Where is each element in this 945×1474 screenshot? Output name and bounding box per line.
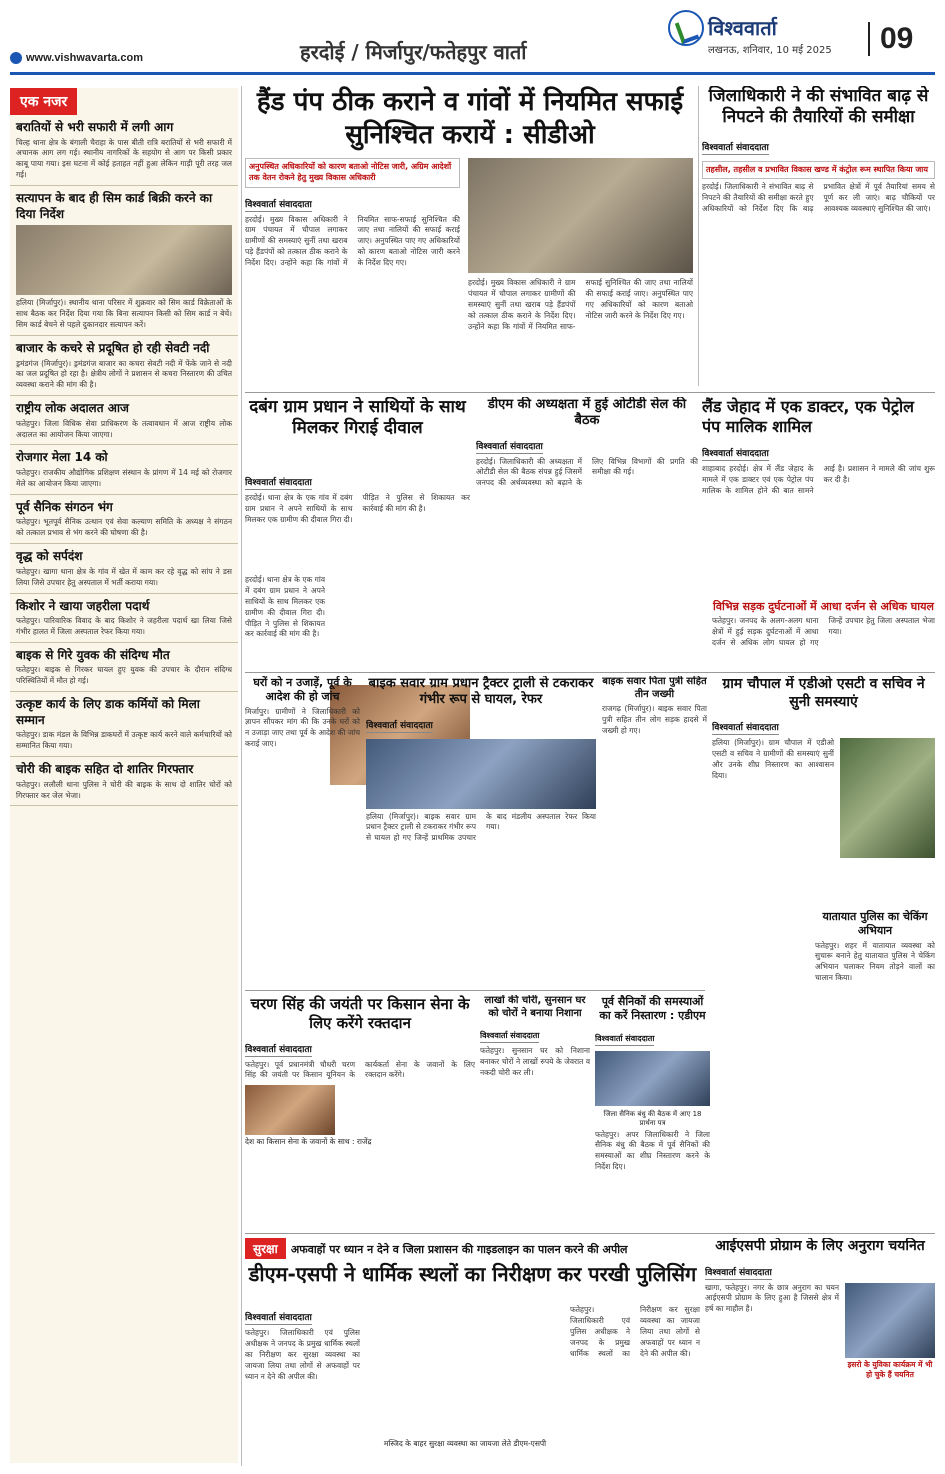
lead-headline-block xyxy=(245,86,695,151)
lead-headline: हैंड पंप ठीक कराने व गांवों में नियमित सफाई सुनिश्चित करायें : सीडीओ xyxy=(256,87,684,150)
houses-headline: घरों को न उजाड़ें, पूर्व के आदेश की हो जांच xyxy=(253,676,352,703)
religious-article-left xyxy=(245,1305,360,1465)
accidents-article xyxy=(712,600,935,670)
traffic-body: फतेहपुर। शहर में यातायात व्यवस्था को सुचारू बनाने हेतु यातायात पुलिस ने चेकिंग अभियान चलाकर नियम तोड़ने वालों का चालान किया। xyxy=(815,940,935,983)
brief-item xyxy=(10,336,238,396)
traffic-article xyxy=(815,910,935,1230)
brief-photo xyxy=(16,225,232,295)
divider xyxy=(245,672,935,673)
wall-body-continued: हरदोई। थाना क्षेत्र के एक गांव में दबंग ग्राम प्रधान ने अपने साथियों के साथ मिलकर एक ग्रामीण की दीवाल गिरा दी। पीड़ित ने पुलिस से शिकायत कर कार्रवाई की मांग की है। xyxy=(245,575,325,639)
dm-meeting-byline: विश्ववार्ता संवाददाता xyxy=(476,439,543,454)
religious-headline: डीएम-एसपी ने धार्मिक स्थलों का निरीक्षण कर परखी पुलिसिंग xyxy=(248,1262,697,1286)
wall-article xyxy=(245,470,470,570)
theft-body: फतेहपुर। सुनसान घर को निशाना बनाकर चोरों ने लाखों रुपये के जेवरात व नकदी चोरी कर ली। xyxy=(480,1046,590,1077)
brief-text: चिल्ह थाना क्षेत्र के बंगाली चैराहा के पास बीती रात्रि बरातियों से भरी सफारी में अचानक आग लग गई। स्थानीय नागरिकों के सहयोग से आग पर किसी प्रकार काबू पाया गया। इस घटना में कोई हताहत नहीं हुआ लेकिन गाड़ी पूरी तरह जल गई। xyxy=(16,137,232,180)
lead-body: हरदोई। मुख्य विकास अधिकारी ने ग्राम पंचायत में चौपाल लगाकर ग्रामीणों की समस्याएं सुनीं तथा खराब पड़े हैंडपंपों को तत्काल ठीक कराने के निर्देश दिए। उन्होंने कहा कि गांवों में नियमित साफ-सफाई सुनिश्चित की जाए तथा नालियों की सफाई कराई जाए। अनुपस्थित पाए गए अधिकारियों को कारण बताओ नोटिस जारी करने के निर्देश दिए गए। xyxy=(245,214,460,268)
religious-body-continued: फतेहपुर। जिलाधिकारी एवं पुलिस अधीक्षक ने जनपद के प्रमुख धार्मिक स्थलों का निरीक्षण कर सुरक्षा व्यवस्था का जायजा लिया तथा लोगों से अफवाहों पर ध्यान न देने की अपील की। xyxy=(570,1305,700,1358)
religious-strap xyxy=(245,1238,700,1260)
brief-headline: रोजगार मेला 14 को xyxy=(16,450,108,465)
religious-article-right xyxy=(570,1305,700,1465)
veterans-photo xyxy=(595,1051,710,1106)
divider xyxy=(245,990,705,991)
brief-text: फतेहपुर। डाक मंडल के विभिन्न डाकघरों में उत्कृष्ट कार्य करने वाले कर्मचारियों को सम्मानित किया गया। xyxy=(16,730,232,751)
veterans-body: फतेहपुर। अपर जिलाधिकारी ने जिला सैनिक बंधु की बैठक में पूर्व सैनिकों की समस्याओं का शीघ्र निस्तारण करने के निर्देश दिए। xyxy=(595,1129,710,1172)
brief-headline: राष्ट्रीय लोक अदालत आज xyxy=(16,401,129,416)
sidebar-briefs xyxy=(10,88,238,1463)
accidents-headline: विभिन्न सड़क दुर्घटनाओं में आधा दर्जन से अधिक घायल xyxy=(713,600,934,613)
wall-byline: विश्ववार्ता संवाददाता xyxy=(245,475,312,490)
veterans-caption: जिला सैनिक बंधु की बैठक में आए 18 प्रार्थना पत्र xyxy=(603,1109,702,1127)
veterans-byline: विश्ववार्ता संवाददाता xyxy=(595,1033,654,1046)
veterans-headline: पूर्व सैनिकों की समस्याओं का करें निस्तारण : एडीएम xyxy=(599,995,706,1022)
brief-headline: सत्यापन के बाद ही सिम कार्ड बिक्री करने का दिया निर्देश xyxy=(16,191,213,221)
theft-article xyxy=(480,995,590,1230)
globe-icon xyxy=(10,52,22,64)
column-rule xyxy=(241,86,242,1466)
father-son-article xyxy=(602,676,707,986)
brief-text: ड्रमंडगंज (मिर्जापुर)। ड्रमंडगंज बाजार का कचरा सेवटी नदी में फेंके जाने से नदी का जल प्रदूषित हो रहा है। क्षेत्रीय लोगों ने प्रशासन से कचरा निस्तारण की उचित व्यवस्था कराने की मांग की है। xyxy=(16,358,232,390)
religious-byline: विश्ववार्ता संवाददाता xyxy=(245,1310,312,1325)
brand-name: विश्ववार्ता xyxy=(708,16,777,40)
chaupal-article xyxy=(712,676,935,906)
wall-headline-block xyxy=(245,397,470,465)
traffic-headline: यातायात पुलिस का चेकिंग अभियान xyxy=(822,910,928,937)
brief-item xyxy=(10,643,238,692)
houses-article xyxy=(245,676,360,986)
wall-article-continued xyxy=(245,575,325,670)
land-jihad-headline: लैंड जेहाद में एक डाक्टर, एक पेट्रोल पंप मालिक शामिल xyxy=(702,397,914,436)
anurag-byline: विश्ववार्ता संवाददाता xyxy=(705,1265,772,1280)
brief-item xyxy=(10,396,238,445)
divider xyxy=(245,1233,935,1234)
brief-text: फतेहपुर। पारिवारिक विवाद के बाद किशोर ने जहरीला पदार्थ खा लिया जिसे गंभीर हालत में जिला अस्पताल रेफर किया गया। xyxy=(16,616,232,636)
lead-byline: विश्ववार्ता संवाददाता xyxy=(245,197,312,212)
wall-body: हरदोई। थाना क्षेत्र के एक गांव में दबंग ग्राम प्रधान ने अपने साथियों के साथ मिलकर एक ग्रामीण की दीवाल गिरा दी। पीड़ित ने पुलिस से शिकायत कर कार्रवाई की मांग की है। xyxy=(245,493,470,524)
lead-photo xyxy=(468,158,693,273)
blood-article xyxy=(245,995,475,1230)
brief-text: हलिया (मिर्जापुर)। स्थानीय थाना परिसर में शुक्रवार को सिम कार्ड विक्रेताओं के साथ बैठक कर निर्देश दिया गया कि बिना सत्यापन किसी को सिम कार्ड न बेचें। सिम कार्ड बेचने से पहले दुकानदार सत्यापन करें। xyxy=(16,298,232,330)
religious-caption-block xyxy=(365,1437,565,1453)
blood-headline: चरण सिंह की जयंती पर किसान सेना के लिए करेंगे रक्तदान xyxy=(250,995,470,1032)
religious-body: फतेहपुर। जिलाधिकारी एवं पुलिस अधीक्षक ने जनपद के प्रमुख धार्मिक स्थलों का निरीक्षण कर सुरक्षा व्यवस्था का जायजा लिया तथा लोगों से अफवाहों पर ध्यान न देने की अपील की। xyxy=(245,1328,360,1381)
brief-headline: किशोर ने खाया जहरीला पदार्थ xyxy=(16,598,150,613)
brief-item xyxy=(10,544,238,593)
religious-strap-text: अफवाहों पर ध्यान न देने व जिला प्रशासन की गाइडलाइन का पालन करने की अपील xyxy=(290,1243,628,1256)
bike-tractor-headline: बाइक सवार ग्राम प्रधान ट्रैक्टर ट्राली से टकराकर गंभीर रूप से घायल, रेफर xyxy=(368,676,594,708)
brief-headline: बरातियों से भरी सफारी में लगी आग xyxy=(16,120,174,134)
lead-article-right xyxy=(468,278,693,388)
theft-headline: लाखों की चोरी, सुनसान घर को चोरों ने बनाया निशाना xyxy=(484,995,586,1019)
bike-tractor-byline: विश्ववार्ता संवाददाता xyxy=(366,718,433,733)
flood-highlights: तहसील, तहसील व प्रभावित विकास खण्ड में कंट्रोल रूम स्थापित किया जाय xyxy=(702,161,935,180)
brief-text: फतेहपुर। बाइक से गिरकर घायल हुए युवक की उपचार के दौरान संदिग्ध परिस्थितियों में मौत हो गई। xyxy=(16,665,232,686)
brief-item xyxy=(10,186,238,336)
religious-caption: मस्जिद के बाहर सुरक्षा व्यवस्था का जायजा लेते डीएम-एसपी xyxy=(383,1439,547,1448)
header-rule xyxy=(10,72,935,75)
dateline: लखनऊ, शनिवार, 10 मई 2025 xyxy=(708,45,832,56)
lead-article-left xyxy=(245,158,460,388)
brief-item xyxy=(10,115,238,186)
sidebar-label: एक नजर xyxy=(10,88,77,115)
chaupal-body: हलिया (मिर्जापुर)। ग्राम चौपाल में एडीओ एसटी व सचिव ने ग्रामीणों की समस्याएं सुनीं और उनके शीघ्र निस्तारण का आश्वासन दिया। xyxy=(712,738,834,780)
brief-text: फतेहपुर। राजकीय औद्योगिक प्रशिक्षण संस्थान के प्रांगण में 14 मई को रोजगार मेले का आयोजन किया जाएगा। xyxy=(16,468,232,488)
brief-item xyxy=(10,692,238,757)
blood-caption: देश का किसान सेना के जवानों के साथ : राजेंद्र xyxy=(245,1137,372,1147)
wall-headline: दबंग ग्राम प्रधान ने साथियों के साथ मिलकर गिराई दीवाल xyxy=(249,397,466,439)
religious-tag: सुरक्षा xyxy=(245,1238,286,1259)
brief-headline: वृद्ध को सर्पदंश xyxy=(16,549,83,564)
flood-article xyxy=(702,86,935,386)
land-jihad-byline: विश्ववार्ता संवाददाता xyxy=(702,446,769,461)
section-title: हरदोई / मिर्जापुर/फतेहपुर वार्ता xyxy=(300,40,527,64)
chaupal-byline: विश्ववार्ता संवाददाता xyxy=(712,720,779,735)
site-url[interactable] xyxy=(10,52,143,64)
brief-headline: बाजार के कचरे से प्रदूषित हो रही सेवटी नदी xyxy=(16,340,210,355)
religious-headline-block xyxy=(245,1262,700,1302)
blood-photo xyxy=(245,1085,335,1135)
lead-highlights: अनुपस्थित अधिकारियों को कारण बताओ नोटिस जारी, अग्रिम आदेशों तक वेतन रोकने हेतु मुख्य विकास अधिकारी xyxy=(245,158,460,188)
brand-logo-icon xyxy=(668,10,704,46)
brief-item xyxy=(10,445,238,494)
brief-item xyxy=(10,757,238,806)
divider xyxy=(245,392,935,393)
brief-headline: पूर्व सैनिक संगठन भंग xyxy=(16,499,113,514)
theft-byline: विश्ववार्ता संवाददाता xyxy=(480,1030,539,1043)
column-rule xyxy=(698,86,699,386)
brief-headline: बाइक से गिरे युवक की संदिग्ध मौत xyxy=(16,647,170,662)
father-son-body: राजगढ़ (मिर्जापुर)। बाइक सवार पिता पुत्री सहित तीन लोग सड़क हादसे में जख्मी हो गए। xyxy=(602,704,707,735)
flood-body: हरदोई। जिलाधिकारी ने संभावित बाढ़ से निपटने की तैयारियों की समीक्षा करते हुए अधिकारियों को निर्देश दिए कि बाढ़ प्रभावित क्षेत्रों में पूर्व तैयारियां समय से पूर्ण कर ली जाएं। बाढ़ चौकियों पर आवश्यक व्यवस्थाएं सुनिश्चित की जाएं। xyxy=(702,182,935,214)
brief-text: फतेहपुर। खागा थाना क्षेत्र के गांव में खेत में काम कर रहे वृद्ध को सांप ने डस लिया जिसे उपचार हेतु अस्पताल में भर्ती कराया गया। xyxy=(16,566,232,587)
masthead xyxy=(0,0,945,80)
blood-byline: विश्ववार्ता संवाददाता xyxy=(245,1042,312,1057)
anurag-photo xyxy=(845,1283,935,1358)
brief-text: फतेहपुर। ललौली थाना पुलिस ने चोरी की बाइक के साथ दो शातिर चोरों को गिरफ्तार कर जेल भेजा। xyxy=(16,779,232,800)
dm-meeting-article xyxy=(476,397,698,667)
father-son-headline: बाइक सवार पिता पुत्री सहित तीन जख्मी xyxy=(602,676,707,700)
blood-body: फतेहपुर। पूर्व प्रधानमंत्री चौधरी चरण सिंह की जयंती पर किसान यूनियन के कार्यकर्ता सेना के जवानों के लिए रक्तदान करेंगे। xyxy=(245,1059,475,1080)
brief-item xyxy=(10,495,238,544)
bike-tractor-photo xyxy=(366,739,596,809)
bike-tractor-article xyxy=(366,676,596,986)
chaupal-headline: ग्राम चौपाल में एडीओ एसटी व सचिव ने सुनी समस्याएं xyxy=(722,676,925,710)
land-jihad-body: शाहाबाद हरदोई। क्षेत्र में लैंड जेहाद के मामले में एक डाक्टर एवं एक पेट्रोल पंप मालिक के शामिल होने की बात सामने आई है। प्रशासन ने मामले की जांच शुरू कर दी है। xyxy=(702,464,935,495)
dm-meeting-headline: डीएम की अध्यक्षता में हुई ओटीडी सेल की बैठक xyxy=(487,397,687,429)
dm-meeting-body: हरदोई। जिलाधिकारी की अध्यक्षता में ओटीडी सेल की बैठक संपन्न हुई जिसमें जनपद की अर्थव्यवस्था को बढ़ाने के लिए विभिन्न विभागों की प्रगति की समीक्षा की गई। xyxy=(476,456,698,488)
veterans-article xyxy=(595,995,710,1230)
site-url-text: www.vishwavarta.com xyxy=(26,52,143,64)
anurag-headline: आईएसपी प्रोग्राम के लिए अनुराग चयनित xyxy=(715,1238,925,1254)
brief-text: फतेहपुर। जिला विधिक सेवा प्राधिकरण के तत्वावधान में आज राष्ट्रीय लोक अदालत का आयोजन किया जाएगा। xyxy=(16,418,232,439)
brief-headline: चोरी की बाइक सहित दो शातिर गिरफ्तार xyxy=(16,762,194,777)
lead-body-continued: हरदोई। मुख्य विकास अधिकारी ने ग्राम पंचायत में चौपाल लगाकर ग्रामीणों की समस्याएं सुनीं तथा खराब पड़े हैंडपंपों को तत्काल ठीक कराने के निर्देश दिए। उन्होंने कहा कि गांवों में नियमित साफ-सफाई सुनिश्चित की जाए तथा नालियों की सफाई कराई जाए। अनुपस्थित पाए गए अधिकारियों को कारण बताओ नोटिस जारी करने के निर्देश दिए गए। xyxy=(468,278,693,331)
chaupal-photo xyxy=(840,738,935,858)
brief-item xyxy=(10,594,238,643)
accidents-body: फतेहपुर। जनपद के अलग-अलग थाना क्षेत्रों में हुई सड़क दुर्घटनाओं में आधा दर्जन से अधिक लोग घायल हो गए जिन्हें उपचार हेतु जिला अस्पताल भेजा गया। xyxy=(712,615,935,647)
page-number: 09 xyxy=(868,22,913,56)
anurag-article xyxy=(705,1238,935,1463)
anurag-caption: इसरो के युविका कार्यक्रम में भी हो चुके हैं चयनित xyxy=(847,1359,933,1379)
houses-body: मिर्जापुर। ग्रामीणों ने जिलाधिकारी को ज्ञापन सौंपकर मांग की कि उनके घरों को न उजाड़ा जाए तथा पूर्व के आदेश की जांच कराई जाए। xyxy=(245,706,360,749)
brief-text: फतेहपुर। भूतपूर्व सैनिक उत्थान एवं सेवा कल्याण समिति के अध्यक्ष ने संगठन को तत्काल प्रभाव से भंग करने की घोषणा की है। xyxy=(16,517,232,538)
anurag-body: खागा, फतेहपुर। नगर के छात्र अनुराग का चयन आईएसपी प्रोग्राम के लिए हुआ है जिससे क्षेत्र में हर्ष का माहौल है। xyxy=(705,1282,839,1314)
brief-headline: उत्कृष्ट कार्य के लिए डाक कर्मियों को मिला सम्मान xyxy=(16,697,200,727)
bike-tractor-body: हलिया (मिर्जापुर)। बाइक सवार ग्राम प्रधान ट्रैक्टर ट्राली से टकराकर गंभीर रूप से घायल हो गए जिन्हें प्राथमिक उपचार के बाद मंडलीय अस्पताल रेफर किया गया। xyxy=(366,811,596,843)
flood-byline: विश्ववार्ता संवाददाता xyxy=(702,140,769,155)
flood-headline: जिलाधिकारी ने की संभावित बाढ़ से निपटने की तैयारियों की समीक्षा xyxy=(708,86,929,128)
